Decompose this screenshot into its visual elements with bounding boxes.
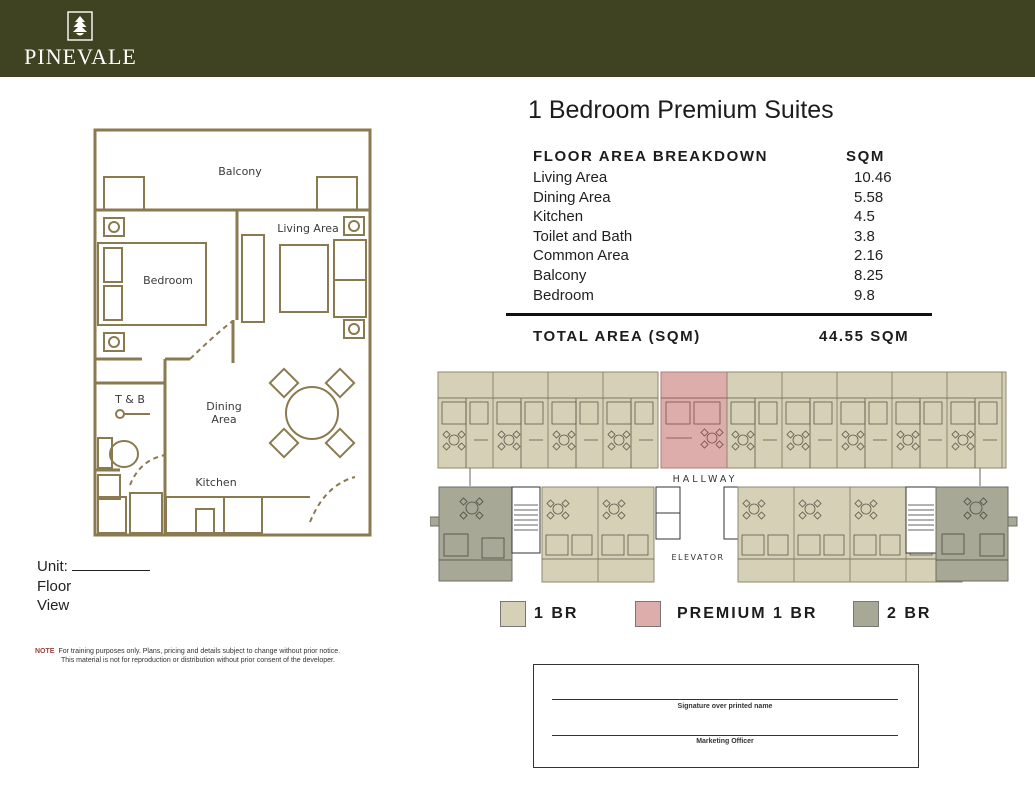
- room-label-balcony: Balcony: [218, 165, 262, 178]
- row-value: 4.5: [854, 208, 875, 226]
- total-label: TOTAL AREA (SQM): [533, 328, 701, 345]
- row-label: Kitchen: [533, 208, 584, 226]
- row-value: 2.16: [854, 247, 884, 265]
- unit-blank-line: [72, 557, 150, 571]
- legend-label: 2 BR: [887, 605, 932, 622]
- unit-label: Unit:: [37, 558, 68, 575]
- breakdown-row: [533, 228, 913, 248]
- unit-info: [37, 557, 150, 616]
- officer-line: [552, 735, 898, 736]
- row-value: 5.58: [854, 188, 884, 206]
- row-label: Balcony: [533, 266, 587, 284]
- row-value: 10.46: [854, 169, 892, 186]
- total-divider: [506, 313, 932, 316]
- brand-name: PINEVALE: [24, 44, 137, 69]
- note-line-2: This material is not for reproduction or distribution without prior consent of the developer.: [61, 657, 335, 664]
- note-line-1: For training purposes only. Plans, pricing and details subject to change without prior notice.: [58, 648, 341, 655]
- breakdown-row: [533, 169, 913, 189]
- disclaimer-note: [35, 647, 340, 665]
- row-label: Living Area: [533, 169, 608, 186]
- room-label-kitchen: Kitchen: [195, 476, 237, 489]
- header-bar: [0, 0, 1035, 77]
- breakdown-row: [533, 287, 913, 307]
- legend-swatch: [500, 601, 526, 627]
- room-label-bedroom: Bedroom: [143, 274, 193, 287]
- breakdown-header-label: FLOOR AREA BREAKDOWN: [533, 148, 769, 165]
- note-tag: NOTE: [35, 648, 55, 655]
- breakdown-row: [533, 189, 913, 209]
- total-value: 44.55 SQM: [819, 328, 910, 345]
- legend-swatch: [635, 601, 661, 627]
- pinecone-icon: [67, 11, 93, 41]
- signature-box: [533, 664, 919, 768]
- unit-floor-plan: [90, 125, 380, 550]
- row-label: Dining Area: [533, 188, 611, 206]
- breakdown-header-unit: SQM: [846, 148, 885, 165]
- elevator-label: ELEVATOR: [671, 553, 725, 562]
- row-label: Toilet and Bath: [533, 227, 633, 245]
- view-label: View: [37, 597, 70, 614]
- breakdown-table: [533, 169, 913, 306]
- room-label-living-area: Living Area: [277, 222, 339, 235]
- page-title: 1 Bedroom Premium Suites: [528, 96, 834, 124]
- legend-label: PREMIUM 1 BR: [677, 605, 818, 622]
- site-plan-drawing: [430, 368, 1020, 588]
- officer-caption: Marketing Officer: [696, 738, 754, 745]
- legend-swatch: [853, 601, 879, 627]
- building-site-plan: [430, 368, 1020, 593]
- row-value: 3.8: [854, 227, 875, 245]
- signature-line: [552, 699, 898, 700]
- row-label: Common Area: [533, 247, 629, 265]
- legend-label: 1 BR: [534, 605, 579, 622]
- room-label-dining-area: Area: [211, 413, 237, 426]
- floor-plan-drawing: [90, 125, 380, 545]
- row-value: 8.25: [854, 266, 884, 284]
- breakdown-row: [533, 267, 913, 287]
- row-value: 9.8: [854, 286, 875, 304]
- row-label: Bedroom: [533, 286, 594, 304]
- hallway-label: HALLWAY: [672, 474, 738, 485]
- room-label-tb: T & B: [115, 393, 145, 406]
- breakdown-row: [533, 208, 913, 228]
- room-label-dining: Dining: [206, 400, 242, 413]
- breakdown-row: [533, 247, 913, 267]
- floor-label: Floor: [37, 577, 72, 595]
- signature-caption: Signature over printed name: [677, 703, 773, 710]
